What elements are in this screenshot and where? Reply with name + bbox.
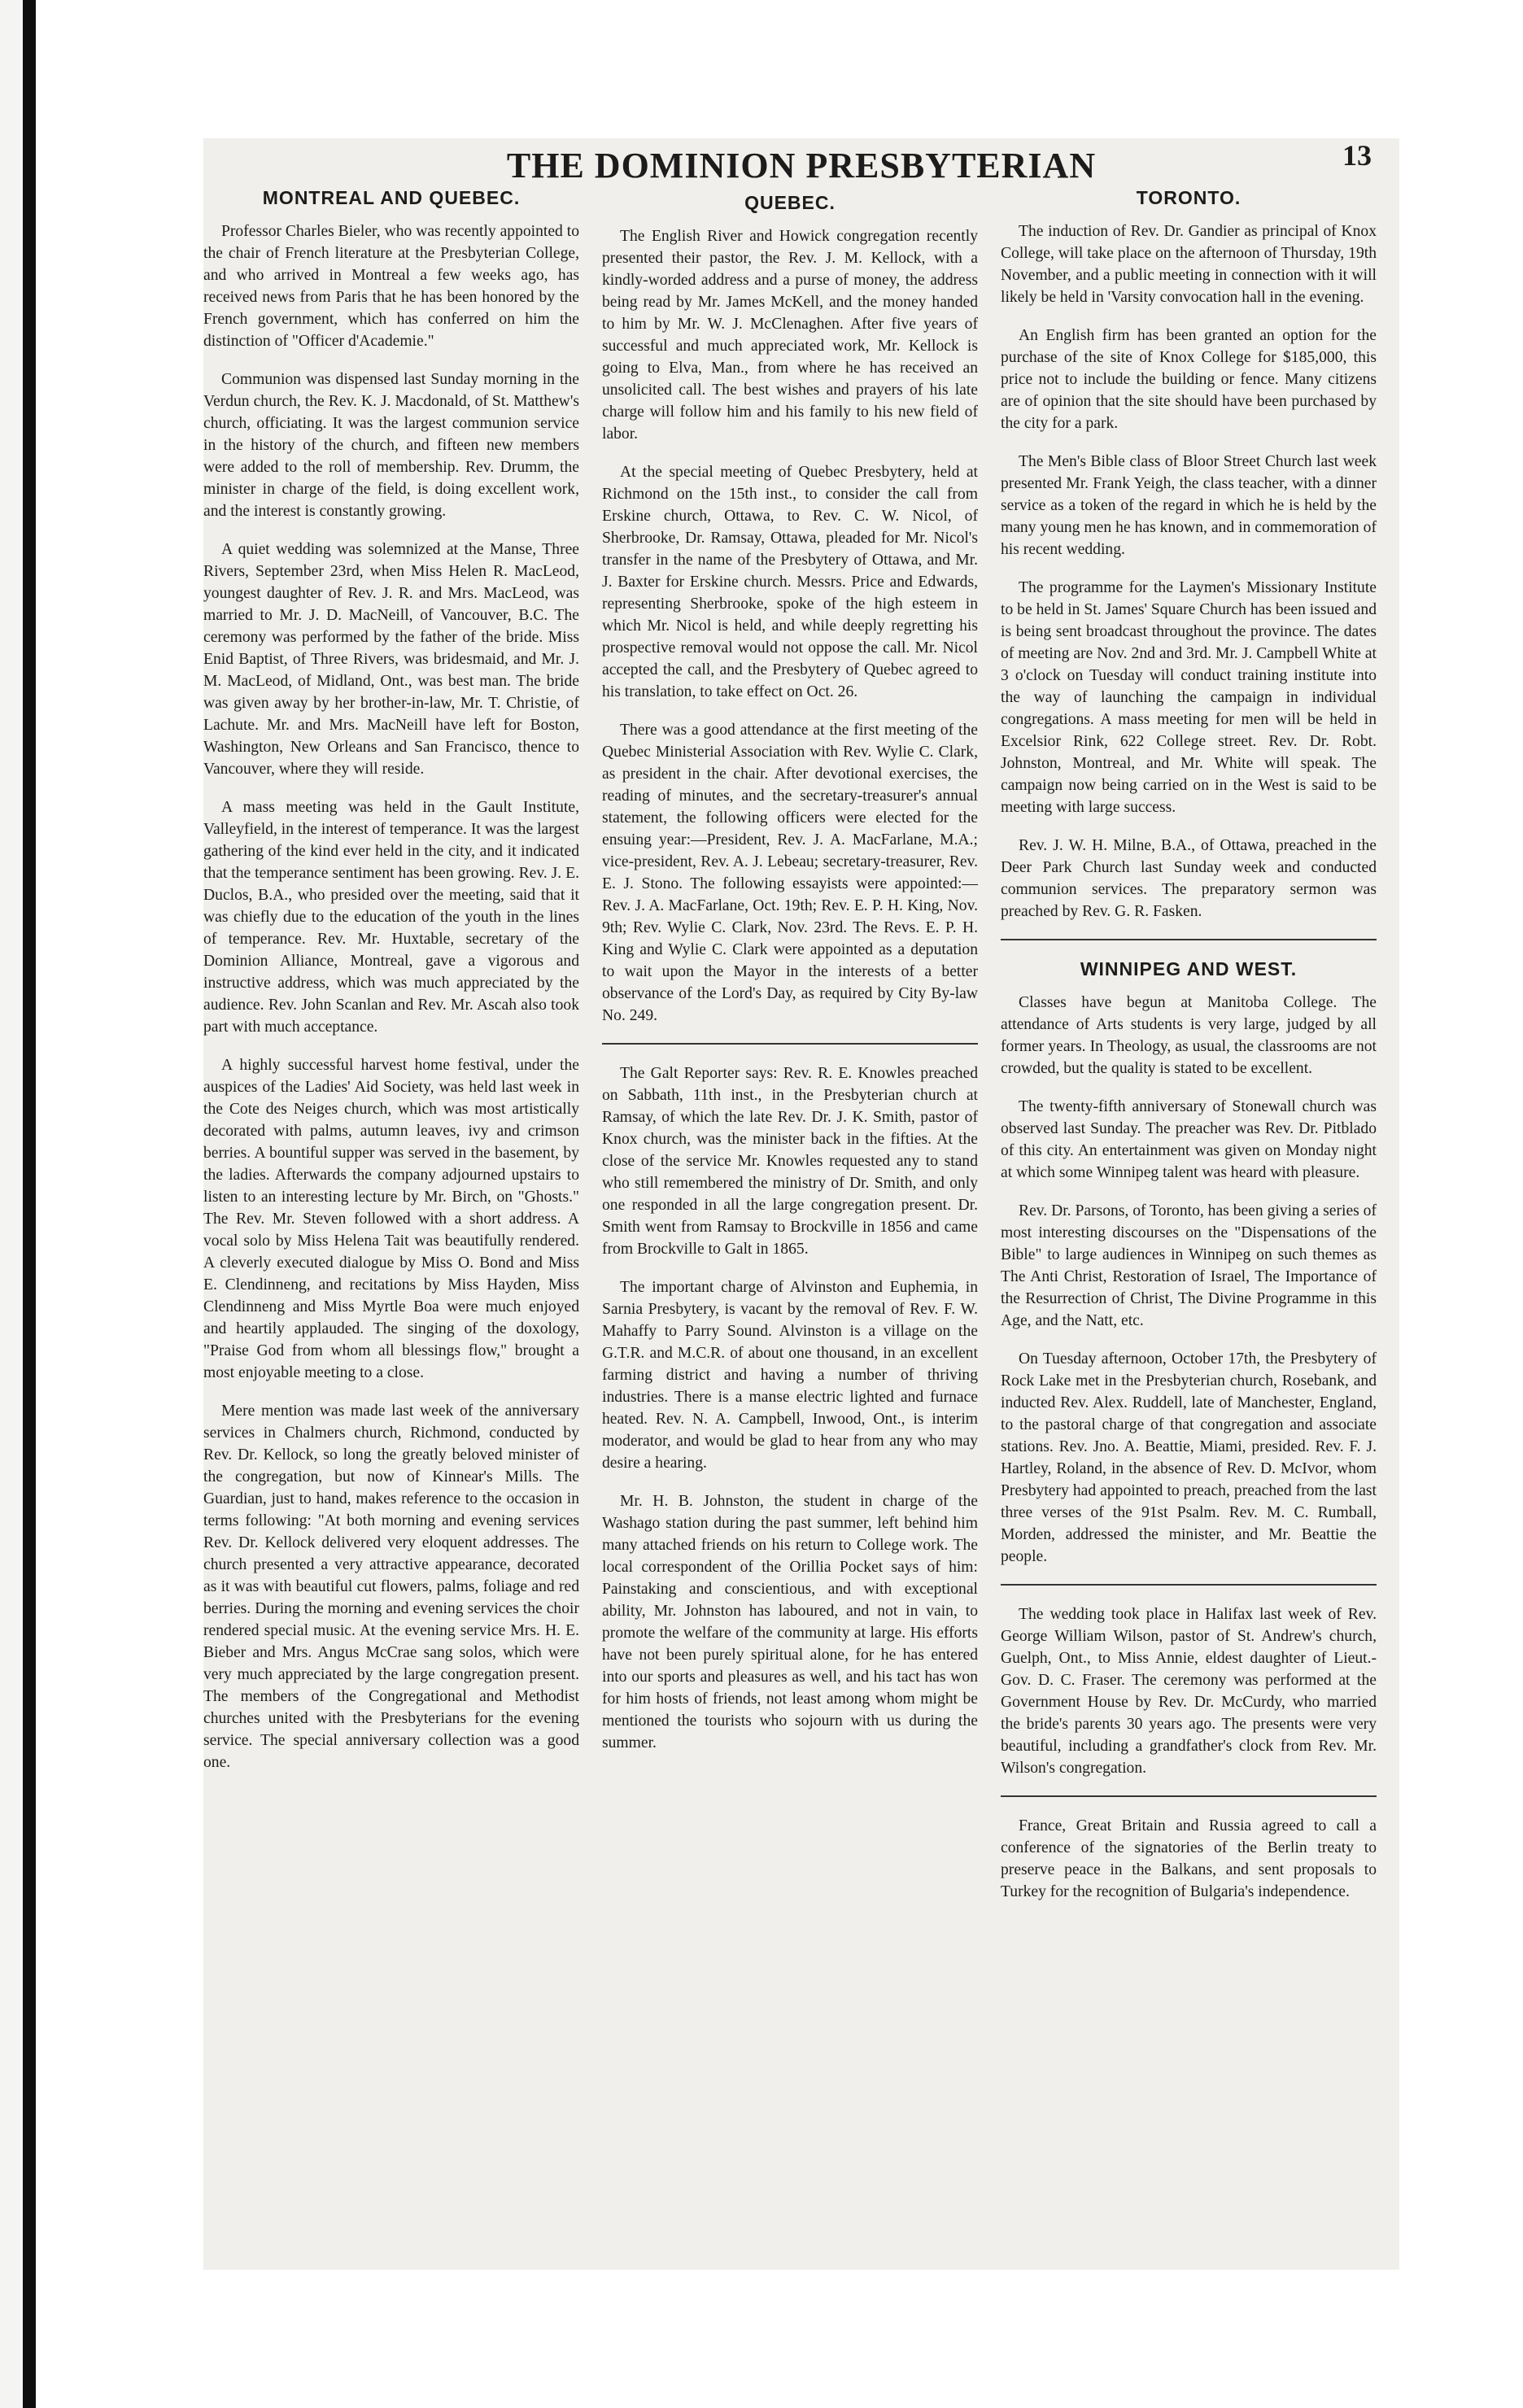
masthead: THE DOMINION PRESBYTERIAN bbox=[506, 146, 1097, 185]
article-paragraph: There was a good attendance at the first meeting of the Quebec Ministerial Association with Rev. Wylie C. Clark, as president in the chair. After devotional exercises, the reading of minutes, and the secretary-treasurer's annual statement, the following officers were elected for the ensuing year:—President, Rev. J. A. MacFarlane, M.A.; vice-president, Rev. A. J. Lebeau; secretary-treasurer, Rev. E. J. Stono. The following essayists were appointed:—Rev. J. A. MacFarlane, Oct. 19th; Rev. E. P. H. King, Nov. 9th; Rev. Wylie C. Clark, Nov. 23rd. The Revs. E. P. H. King and Wylie C. Clark were appointed as a deputation to wait upon the Mayor in the interests of a better observance of the Lord's Day, as required by City By-law No. 249. bbox=[602, 722, 978, 1024]
article-paragraph: On Tuesday afternoon, October 17th, the Presbytery of Rock Lake met in the Presbyterian church, Rosebank, and inducted Rev. Alex. Ruddell, late of Manchester, England, to the pastoral charge of that congregation and associate stations. Rev. Jno. A. Beattie, Miami, presided. Rev. F. J. Hartley, Roland, in the absence of Rev. D. McIvor, whom Presbytery had appointed to preach, preached from the last three verses of the 91st Psalm. Rev. M. C. Rumball, Morden, addressed the minister, and Mr. Beattie the people. bbox=[1001, 1350, 1377, 1565]
section-heading: MONTREAL AND QUEBEC. bbox=[262, 187, 521, 208]
section-heading: WINNIPEG AND WEST. bbox=[1080, 958, 1298, 979]
page-number: 13 bbox=[1342, 139, 1372, 172]
article-paragraph: France, Great Britain and Russia agreed to call a conference of the signatories of the Berlin treaty to preserve peace in the Balkans, and sent proposals to Turkey for the recognition of Bulgaria's independence. bbox=[1001, 1817, 1377, 1900]
section-heading: QUEBEC. bbox=[744, 192, 836, 213]
article-paragraph: The wedding took place in Halifax last week of Rev. George William Wilson, pastor of St. Andrew's church, Guelph, Ont., to Miss Annie, eldest daughter of Lieut.-Gov. D. C. Fraser. The ceremony was performed at the Government House by Rev. Dr. McCurdy, who married the bride's parents 30 years ago. The presents were very beautiful, including a grandfather's clock from Rev. Mr. Wilson's congregation. bbox=[1001, 1606, 1377, 1777]
article-paragraph: The induction of Rev. Dr. Gandier as principal of Knox College, will take place on the afternoon of Thursday, 19th November, and a public meeting in connection with it will likely be held in 'Varsity convocation hall in the evening. bbox=[1001, 223, 1377, 306]
article-paragraph: The important charge of Alvinston and Euphemia, in Sarnia Presbytery, is vacant by the removal of Rev. F. W. Mahaffy to Parry Sound. Alvinston is a village on the G.T.R. and M.C.R. of about one thousand, in an excellent farming district and having a number of thriving industries. There is a manse electric lighted and furnace heated. Rev. N. A. Campbell, Inwood, Ont., is interim moderator, and would be glad to hear from any who may desire a hearing. bbox=[602, 1279, 978, 1472]
binding-edge bbox=[23, 0, 36, 2408]
column-toronto-winnipeg bbox=[1001, 187, 1377, 1919]
article-paragraph: Professor Charles Bieler, who was recently appointed to the chair of French literature at the Presbyterian College, and who arrived in Montreal a few weeks ago, has received news from Paris that he has been honored by the French government, which has conferred on him the distinction of "Officer d'Academie." bbox=[203, 223, 579, 350]
section-divider bbox=[1001, 1795, 1377, 1797]
column-quebec bbox=[602, 187, 978, 1770]
section-heading: TORONTO. bbox=[1136, 187, 1242, 208]
article-paragraph: A highly successful harvest home festival, under the auspices of the Ladies' Aid Society, was held last week in the Cote des Neiges church, which was most artistically decorated with palms, autumn leaves, ivy and crimson berries. A bountiful supper was served in the basement, by the ladies. Afterwards the company adjourned upstairs to listen to an interesting lecture by Mr. Birch, on "Ghosts." The Rev. Mr. Steven followed with a short address. A vocal solo by Miss Helena Tait was beautifully rendered. A cleverly executed dialogue by Miss O. Bond and Miss E. Clendinneng, and recitations by Miss Hayden, Miss Clendinneng and Miss Myrtle Boa were much enjoyed and heartily applauded. The singing of the doxology, "Praise God from whom all blessings flow," brought a most enjoyable meeting to a close. bbox=[203, 1057, 579, 1381]
column-montreal-quebec bbox=[203, 187, 579, 1790]
section-divider bbox=[602, 1043, 978, 1045]
section-divider bbox=[1001, 1584, 1377, 1586]
article-paragraph: The programme for the Laymen's Missionary Institute to be held in St. James' Square Church has been issued and is being sent broadcast throughout the province. The dates of meeting are Nov. 2nd and 3rd. Mr. J. Campbell White at 3 o'clock on Tuesday will conduct training institute into the way of launching the campaign in individual congregations. A mass meeting for men will be held in Excelsior Rink, 622 College street. Rev. Dr. Robt. Johnston, Montreal, and Mr. White will speak. The campaign now being carried on in the West is said to be meeting with large success. bbox=[1001, 579, 1377, 816]
article-paragraph: A quiet wedding was solemnized at the Manse, Three Rivers, September 23rd, when Miss Helen R. MacLeod, youngest daughter of Rev. J. R. and Mrs. MacLeod, was married to Mr. J. D. MacNeill, of Vancouver, B.C. The ceremony was performed by the father of the bride. Miss Enid Baptist, of Three Rivers, was bridesmaid, and Mr. J. M. MacLeod, of Midland, Ont., was best man. The bride was given away by her brother-in-law, Mr. T. Christie, of Lachute. Mr. and Mrs. MacNeill have left for Boston, Washington, New Orleans and San Francisco, thence to Vancouver, where they will reside. bbox=[203, 541, 579, 778]
article-paragraph: The English River and Howick congregation recently presented their pastor, the Rev. J. M. Kellock, with a kindly-worded address and a purse of money, the address being read by Mr. James McKell, and the money handed to him by Mr. W. J. McClenaghen. After five years of successful and much appreciated work, Mr. Kellock is going to Elva, Man., from where he has received an unsolicited call. The best wishes and prayers of his late charge will follow him and his family to his new field of labor. bbox=[602, 228, 978, 443]
scan-margin bbox=[0, 0, 23, 2408]
article-paragraph: The Galt Reporter says: Rev. R. E. Knowles preached on Sabbath, 11th inst., in the Presbyterian church at Ramsay, of which the late Rev. Dr. J. K. Smith, pastor of Knox church, was the minister back in the fifties. At the close of the service Mr. Knowles requested any to stand who still remembered the ministry of Dr. Smith, and only one responded in all the large congregation present. Dr. Smith went from Ramsay to Brockville in 1856 and came from Brockville to Galt in 1865. bbox=[602, 1065, 978, 1258]
article-paragraph: Communion was dispensed last Sunday morning in the Verdun church, the Rev. K. J. Macdonald, of St. Matthew's church, officiating. It was the largest communion service in the history of the church, and fifteen new members were added to the roll of membership. Rev. Drumm, the minister in charge of the field, is doing excellent work, and the interest is constantly growing. bbox=[203, 371, 579, 520]
article-paragraph: Mr. H. B. Johnston, the student in charge of the Washago station during the past summer, left behind him many attached friends on his return to College work. The local correspondent of the Orillia Pocket says of him: Painstaking and conscientious, and with exceptional ability, Mr. Johnston has laboured, and not in vain, to promote the welfare of the community at large. His efforts have not been purely spiritual alone, for he has entered into our sports and pleasures as well, and his tact has won for him hosts of friends, not least among whom might be mentioned the tourists who sojourn with us during the summer. bbox=[602, 1493, 978, 1751]
article-paragraph: An English firm has been granted an option for the purchase of the site of Knox College for $185,000, this price not to include the building or fence. Many citizens are of opinion that the site should have been purchased by the city for a park. bbox=[1001, 327, 1377, 432]
article-paragraph: A mass meeting was held in the Gault Institute, Valleyfield, in the interest of temperance. It was the largest gathering of the kind ever held in the city, and it indicated that the temperance sentiment has been growing. Rev. J. E. Duclos, B.A., who presided over the meeting, said that it was chiefly due to the education of the youth in the lines of temperance. Rev. Mr. Huxtable, secretary of the Dominion Alliance, Montreal, gave a vigorous and instructive address, which was much appreciated by the audience. Rev. John Scanlan and Rev. Mr. Ascah also took part with much acceptance. bbox=[203, 799, 579, 1036]
article-paragraph: Classes have begun at Manitoba College. The attendance of Arts students is very large, judged by all former years. In Theology, as usual, the classrooms are not crowded, but the quality is stated to be excellent. bbox=[1001, 994, 1377, 1077]
article-paragraph: Rev. Dr. Parsons, of Toronto, has been giving a series of most interesting discourses on the "Dispensations of the Bible" to large audiences in Winnipeg on such themes as The Anti Christ, Restoration of Israel, The Importance of the Resurrection of Christ, The Divine Programme in this Age, and the Natt, etc. bbox=[1001, 1202, 1377, 1329]
article-paragraph: The twenty-fifth anniversary of Stonewall church was observed last Sunday. The preacher was Rev. Dr. Pitblado of this city. An entertainment was given on Monday night at which some Winnipeg talent was heard with pleasure. bbox=[1001, 1098, 1377, 1181]
article-paragraph: Rev. J. W. H. Milne, B.A., of Ottawa, preached in the Deer Park Church last Sunday week and conducted communion services. The preparatory sermon was preached by Rev. G. R. Fasken. bbox=[1001, 837, 1377, 920]
section-divider bbox=[1001, 939, 1377, 940]
newspaper-page bbox=[203, 138, 1399, 2270]
article-paragraph: At the special meeting of Quebec Presbytery, held at Richmond on the 15th inst., to consider the call from Erskine church, Ottawa, to Rev. C. W. Nicol, of Sherbrooke, Dr. Ramsay, Ottawa, pleaded for Mr. Nicol's transfer in the name of the Presbytery of Ottawa, and Mr. J. Baxter for Erskine church. Messrs. Price and Edwards, representing Sherbrooke, spoke of the high esteem in which Mr. Nicol is held, and while deeply regretting his prospective removal would not oppose the call. Mr. Nicol accepted the call, and the Presbytery of Quebec agreed to his translation, to take effect on Oct. 26. bbox=[602, 464, 978, 700]
article-paragraph: The Men's Bible class of Bloor Street Church last week presented Mr. Frank Yeigh, the class teacher, with a dinner service as a token of the regard in which he is held by the many young men he has known, and in commemoration of his recent wedding. bbox=[1001, 453, 1377, 558]
article-paragraph: Mere mention was made last week of the anniversary services in Chalmers church, Richmond, conducted by Rev. Dr. Kellock, so long the greatly beloved minister of the congregation, but now of Kinnear's Mills. The Guardian, just to hand, makes reference to the occasion in terms following: "At both morning and evening services Rev. Dr. Kellock delivered very eloquent addresses. The church presented a very attractive appearance, decorated as it was with beautiful cut flowers, palms, foliage and red berries. During the morning and evening services the choir rendered special music. At the evening service Mrs. H. E. Bieber and Mrs. Angus McCrae sang solos, which were very much appreciated by the large congregation present. The members of the Congregational and Methodist churches united with the Presbyterians for the evening service. The special anniversary collection was a good one. bbox=[203, 1402, 579, 1771]
